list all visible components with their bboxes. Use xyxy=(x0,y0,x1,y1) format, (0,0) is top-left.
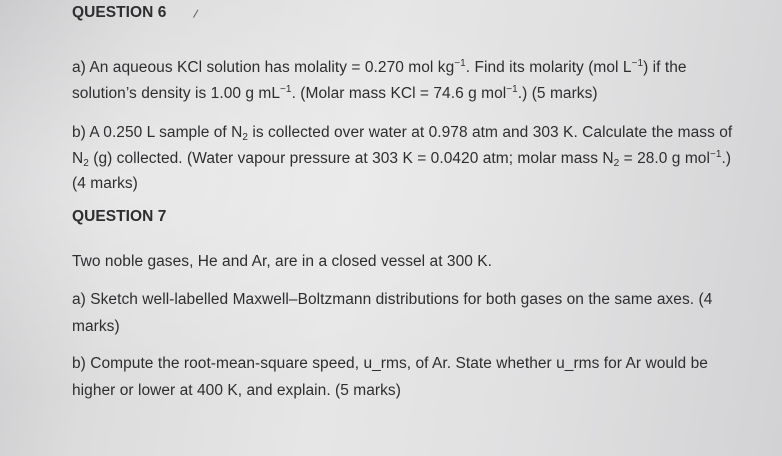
question-6-heading: QUESTION 6 xyxy=(72,4,167,21)
q6b-line-2 xyxy=(72,149,731,168)
q6b-sub: 2 xyxy=(242,132,248,143)
q6a-line-1 xyxy=(72,58,687,77)
q6a-sup: −1 xyxy=(631,58,644,69)
q7b-line-2: higher or lower at 400 K, and explain. (5 marks) xyxy=(72,382,401,399)
q6b-sup: −1 xyxy=(709,149,722,160)
q6b-text: (g) collected. (Water vapour pressure at 303 K = 0.0420 atm; molar mass N xyxy=(88,150,614,167)
q6a-text: . Find its molarity (mol L xyxy=(465,59,632,76)
q6b-sub: 2 xyxy=(83,158,89,169)
q6a-line-2 xyxy=(72,84,598,103)
q7b-line-1: b) Compute the root-mean-square speed, u_rms, of Ar. State whether u_rms for Ar would be xyxy=(72,355,708,372)
q6a-sup: −1 xyxy=(280,84,292,95)
question-7-heading: QUESTION 7 xyxy=(72,208,167,225)
q6a-text: .) (5 marks) xyxy=(517,85,598,102)
q6a-text: ) if the xyxy=(643,59,687,76)
q6a-sup: −1 xyxy=(454,58,466,69)
q6b-text: N xyxy=(72,150,84,167)
q6a-text: a) An aqueous KCl solution has molality = 0.270 mol kg xyxy=(72,59,455,76)
q7-intro: Two noble gases, He and Ar, are in a closed vessel at 300 K. xyxy=(72,253,493,270)
q6a-text: . (Molar mass KCl = 74.6 g mol xyxy=(291,85,507,102)
q6b-line-1 xyxy=(72,123,732,142)
q6b-text: b) A 0.250 L sample of N xyxy=(72,124,243,141)
q7a-line-2: marks) xyxy=(72,318,120,335)
q6b-sub: 2 xyxy=(613,158,620,169)
q6b-text: is collected over water at 0.978 atm and 303 K. Calculate the mass of xyxy=(248,124,733,141)
q6a-sup: −1 xyxy=(506,84,518,95)
q6a-text: solution’s density is 1.00 g mL xyxy=(72,85,281,102)
q7a-line-1: a) Sketch well-labelled Maxwell–Boltzmann distributions for both gases on the same axes. (4 xyxy=(72,291,713,308)
q6b-text: = 28.0 g mol xyxy=(619,150,710,167)
q6b-text: .) xyxy=(721,150,732,167)
q6b-line-3: (4 marks) xyxy=(72,175,138,192)
pen-mark: / xyxy=(192,6,200,22)
